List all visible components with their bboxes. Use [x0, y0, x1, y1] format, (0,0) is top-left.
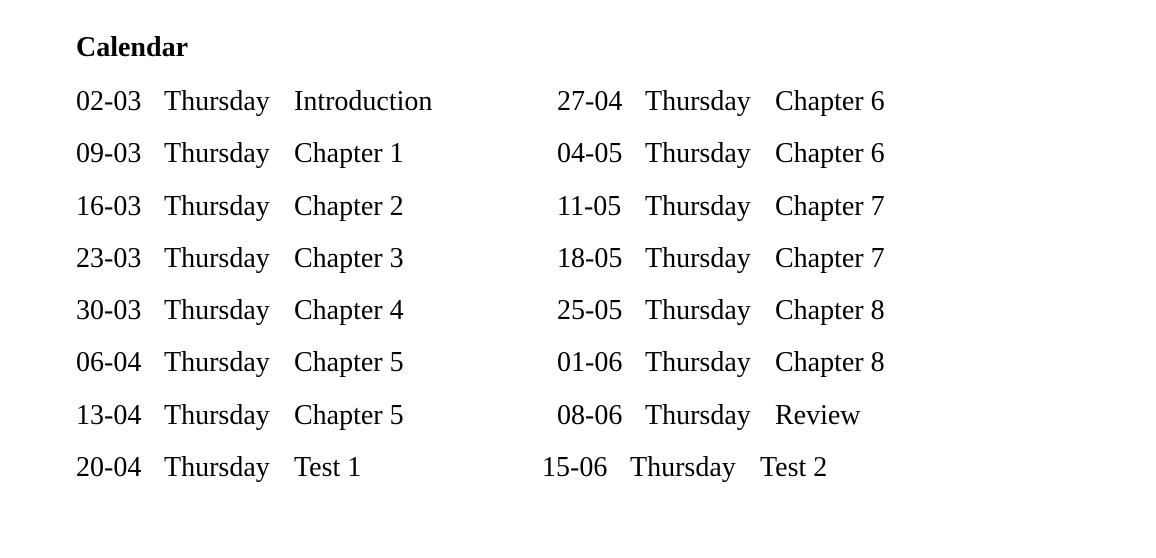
calendar-topic: Chapter 7 — [775, 242, 885, 274]
calendar-topic: Chapter 7 — [775, 190, 885, 222]
calendar-day: Thursday — [164, 399, 270, 431]
calendar-topic: Chapter 1 — [294, 138, 404, 170]
calendar-date: 18-05 — [557, 242, 623, 274]
calendar-day: Thursday — [630, 452, 736, 484]
calendar-date: 20-04 — [76, 452, 142, 484]
calendar-date: 23-03 — [76, 242, 142, 274]
calendar-day: Thursday — [645, 138, 751, 170]
calendar-date: 11-05 — [557, 190, 622, 222]
calendar-date: 27-04 — [557, 86, 623, 117]
calendar-topic: Review — [775, 399, 861, 431]
calendar-row — [542, 450, 828, 502]
calendar-day: Thursday — [645, 347, 751, 379]
calendar-day: Thursday — [164, 138, 270, 170]
calendar-topic: Chapter 5 — [294, 399, 404, 431]
calendar-date: 16-03 — [76, 190, 142, 222]
calendar-day: Thursday — [164, 242, 270, 274]
calendar-topic: Chapter 6 — [775, 138, 885, 170]
calendar-date: 04-05 — [557, 138, 623, 170]
calendar-date: 08-06 — [557, 399, 623, 431]
calendar-topic: Chapter 8 — [775, 347, 885, 379]
calendar-day: Thursday — [164, 190, 270, 222]
calendar-day: Thursday — [645, 86, 751, 117]
calendar-date: 09-03 — [76, 138, 142, 170]
calendar-topic: Chapter 4 — [294, 295, 404, 327]
calendar-day: Thursday — [645, 295, 751, 327]
calendar-day: Thursday — [645, 190, 751, 222]
calendar-topic: Introduction — [294, 86, 433, 117]
calendar-topic: Chapter 2 — [294, 190, 404, 222]
calendar-date: 30-03 — [76, 295, 142, 327]
calendar-topic: Test 2 — [760, 452, 828, 484]
calendar-date: 06-04 — [76, 347, 142, 379]
calendar-day: Thursday — [164, 347, 270, 379]
calendar-date: 13-04 — [76, 399, 142, 431]
calendar-topic: Chapter 3 — [294, 242, 404, 274]
calendar-topic: Chapter 8 — [775, 295, 885, 327]
calendar-day: Thursday — [645, 242, 751, 274]
calendar-topic: Chapter 6 — [775, 86, 885, 117]
calendar-date: 01-06 — [557, 347, 623, 379]
calendar-topic: Chapter 5 — [294, 347, 404, 379]
calendar-day: Thursday — [164, 452, 270, 484]
calendar-topic: Test 1 — [294, 452, 362, 484]
calendar-day: Thursday — [164, 86, 270, 117]
calendar-day: Thursday — [645, 399, 751, 431]
calendar-date: 15-06 — [542, 452, 608, 484]
page-title: Calendar — [76, 32, 188, 63]
calendar-date: 02-03 — [76, 86, 142, 117]
calendar-day: Thursday — [164, 295, 270, 327]
calendar-date: 25-05 — [557, 295, 623, 327]
